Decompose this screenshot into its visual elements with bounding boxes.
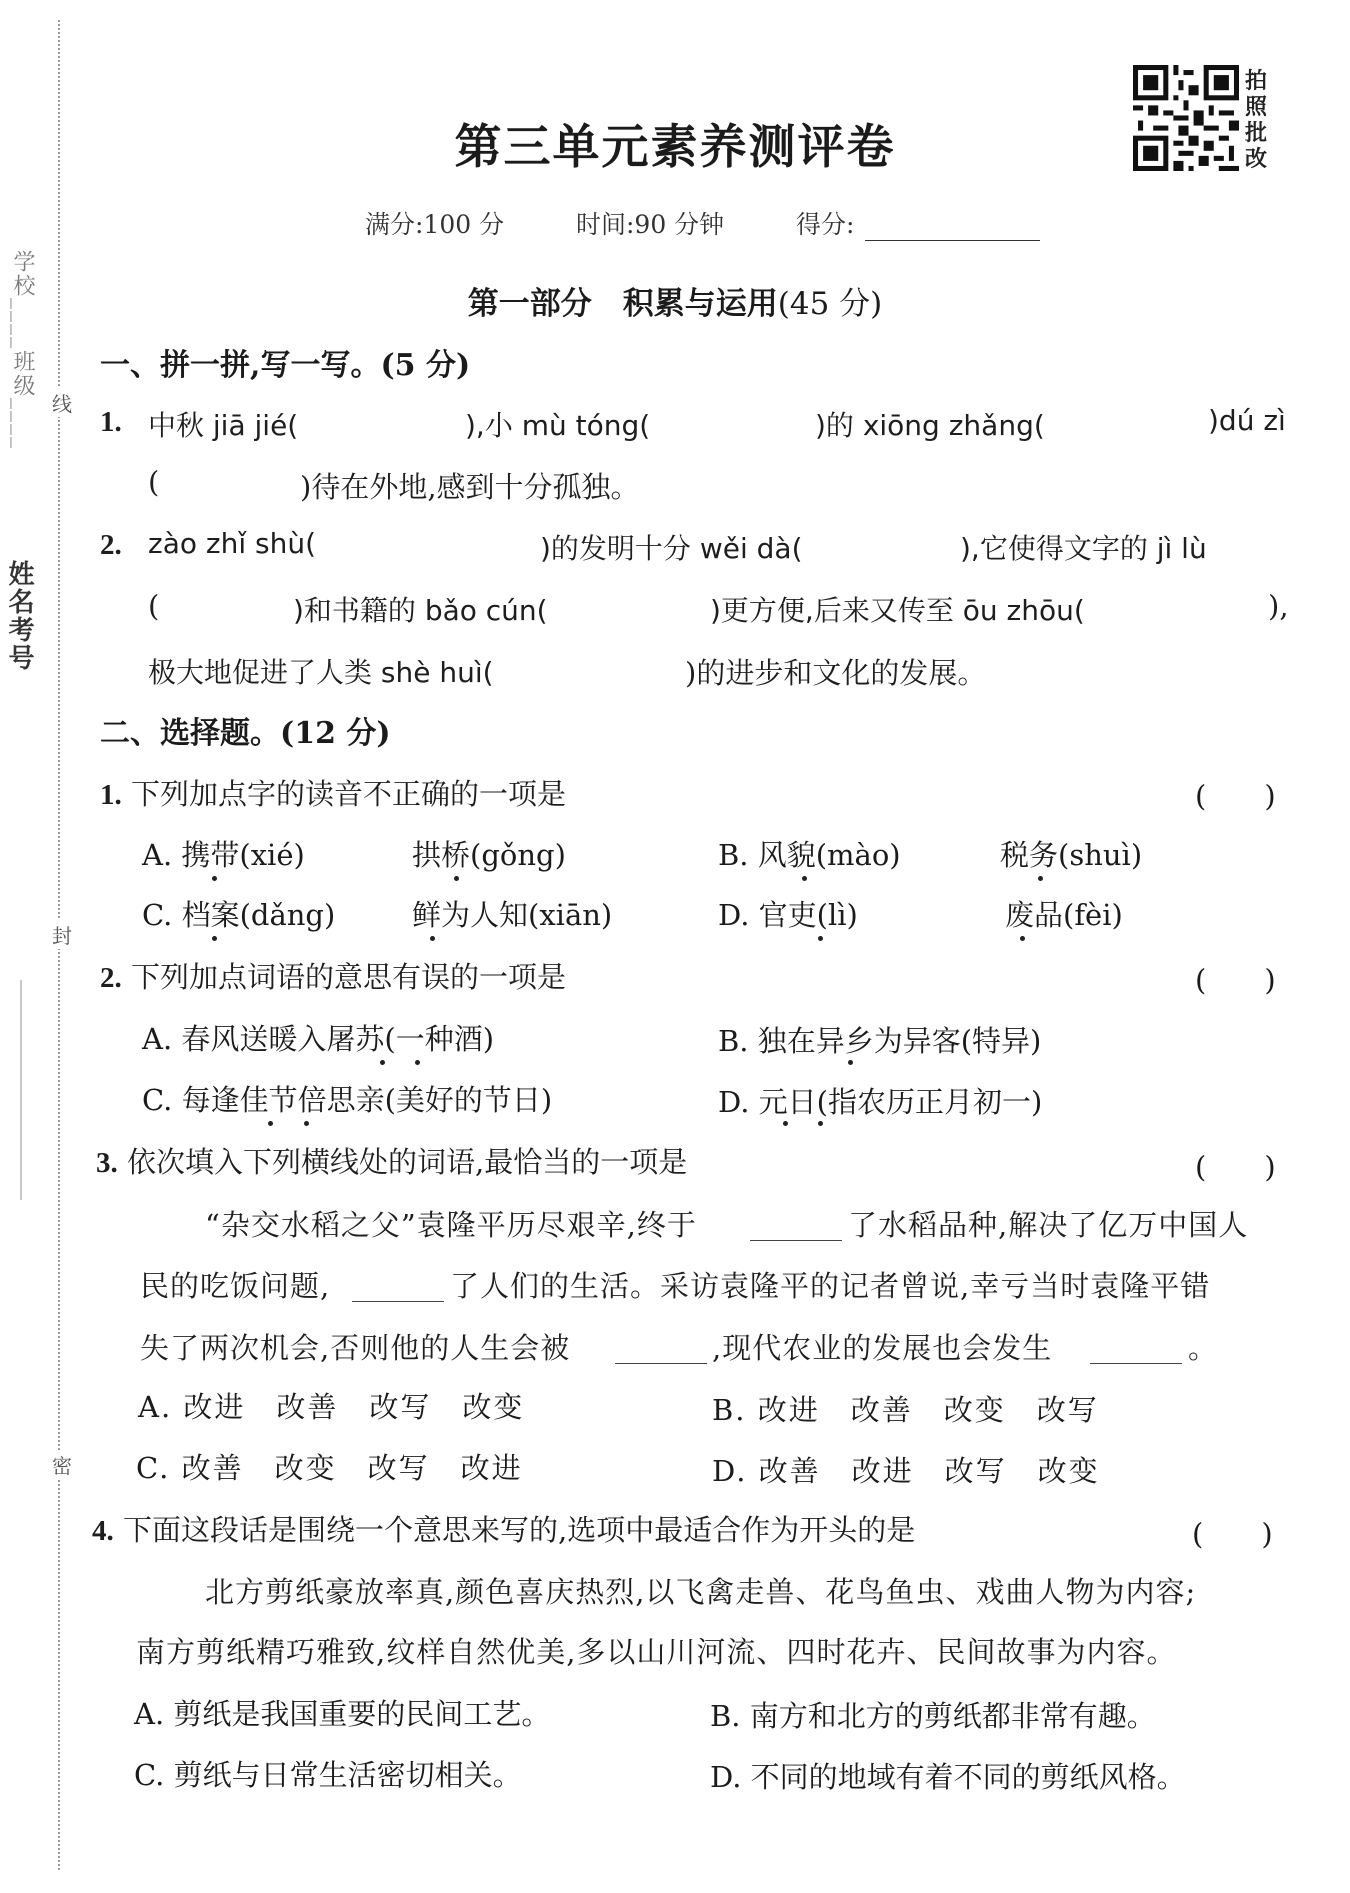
emphasis-dot <box>380 1060 385 1065</box>
s1-q2-l1a: zào zhǐ shù( <box>148 527 317 560</box>
fill-blank[interactable] <box>352 1301 444 1302</box>
s1-q2-l3b: )的进步和文化的发展。 <box>685 656 987 690</box>
score-blank[interactable] <box>865 240 1040 241</box>
qr-label: 拍照批改 <box>1245 68 1268 172</box>
question-number: 1. <box>100 779 122 811</box>
s2-q3-stem-text: 依次填入下列横线处的词语,最恰当的一项是 <box>126 1145 688 1179</box>
binding-name-id-label: 姓名考号 <box>4 560 34 672</box>
question-number: 1. <box>100 406 122 438</box>
s2-q3-option-d[interactable]: D. 改善 改进 改写 改变 <box>712 1454 1100 1488</box>
fill-blank[interactable] <box>1090 1363 1182 1364</box>
s2-q3-p1b: 了水稻品种,解决了亿万中国人 <box>848 1208 1249 1242</box>
emphasis-dot <box>1020 936 1025 941</box>
question-number: 2. <box>100 529 122 561</box>
s2-q4-passage-line2: 南方剪纸精巧雅致,纹样自然优美,多以山川河流、四时花卉、民间故事为内容。 <box>136 1635 1177 1669</box>
s1-q2-l1b: )的发明十分 wěi dà( <box>540 532 803 565</box>
emphasis-dot <box>212 876 217 881</box>
s1-q1-l1a: 中秋 jiā jié( <box>148 409 299 442</box>
s1-q2-number <box>100 527 122 562</box>
s2-q3-option-a[interactable]: A. 改进 改善 改写 改变 <box>138 1390 525 1424</box>
s2-q2-option-c[interactable]: C. 每逢佳节倍思亲(美好的节日) <box>142 1083 553 1117</box>
fill-blank[interactable] <box>750 1240 842 1241</box>
question-number: 2. <box>100 962 122 994</box>
s2-q1-stem-text: 下列加点字的读音不正确的一项是 <box>130 777 566 811</box>
s2-q1-option-b2: 税务(shuì) <box>1000 838 1143 872</box>
binding-solid-line <box>20 980 22 1200</box>
fill-blank[interactable] <box>615 1363 707 1364</box>
emphasis-dot <box>212 936 217 941</box>
question-number: 3. <box>96 1147 118 1179</box>
binding-char-xian: 线 <box>52 388 66 417</box>
s2-q1-option-c[interactable]: C. 档案(dǎng) <box>142 898 336 932</box>
s2-q1-option-a[interactable]: A. 携带(xié) <box>142 838 305 872</box>
binding-char-feng: 封 <box>52 920 66 949</box>
s2-q4-stem <box>92 1508 915 1549</box>
s2-q4-stem-text: 下面这段话是围绕一个意思来写的,选项中最适合作为开头的是 <box>122 1513 916 1547</box>
s2-q2-option-a[interactable]: A. 春风送暖入屠苏(一种酒) <box>142 1022 495 1056</box>
s2-q2-stem-text: 下列加点词语的意思有误的一项是 <box>130 960 566 994</box>
emphasis-dot <box>304 1121 309 1126</box>
emphasis-dot <box>415 1060 420 1065</box>
s2-q4-answer-paren[interactable]: ( ) <box>1192 1517 1273 1551</box>
s2-q3-answer-paren[interactable]: ( ) <box>1195 1150 1276 1184</box>
s1-q1-line1 <box>100 404 122 439</box>
s2-q3-p1a: “杂交水稻之父”袁隆平历尽艰辛,终于 <box>205 1208 697 1242</box>
emphasis-dot <box>802 876 807 881</box>
s2-q2-option-d[interactable]: D. 元日(指农历正月初一) <box>718 1085 1043 1119</box>
s1-q1-l1d: )dú zì <box>1208 404 1286 437</box>
s1-q2-l2b: )和书籍的 bǎo cún( <box>293 594 548 627</box>
s2-q1-stem <box>100 772 566 813</box>
emphasis-dot <box>430 936 435 941</box>
emphasis-dot <box>268 1121 273 1126</box>
s2-q2-option-b[interactable]: B. 独在异乡为异客(特异) <box>718 1024 1042 1058</box>
s2-q2-stem <box>100 955 566 996</box>
s1-q1-l2a: ( <box>148 465 160 499</box>
exam-time: 时间:90 分钟 <box>576 210 725 239</box>
emphasis-dot <box>454 876 459 881</box>
s2-q3-p3a: 失了两次机会,否则他的人生会被 <box>140 1331 571 1365</box>
binding-school-class-label: 学校____班级____ <box>10 250 35 450</box>
s2-q4-option-c[interactable]: C. 剪纸与日常生活密切相关。 <box>134 1758 522 1792</box>
s2-q3-p3b: ,现代农业的发展也会发生 <box>712 1331 1053 1365</box>
question-number: 4. <box>92 1515 114 1547</box>
s2-q3-p2b: 了人们的生活。采访袁隆平的记者曾说,幸亏当时袁隆平错 <box>450 1269 1211 1303</box>
s2-q1-option-d[interactable]: D. 官吏(lì) <box>718 898 858 932</box>
s2-q1-option-b[interactable]: B. 风貌(mào) <box>718 838 901 872</box>
s1-q2-l2d: ), <box>1268 589 1289 623</box>
s2-q4-option-d[interactable]: D. 不同的地域有着不同的剪纸风格。 <box>710 1760 1186 1794</box>
s2-q1-option-a2: 拱桥(gǒng) <box>412 838 566 872</box>
section2-heading: 二、选择题。(12 分) <box>100 716 391 751</box>
emphasis-dot <box>818 936 823 941</box>
s2-q3-option-b[interactable]: B. 改进 改善 改变 改写 <box>712 1393 1099 1427</box>
part1-points: (45 分) <box>777 286 883 322</box>
s2-q1-option-d2: 废品(fèi) <box>1005 898 1123 932</box>
s1-q1-l2b: )待在外地,感到十分孤独。 <box>300 470 640 504</box>
emphasis-dot <box>1038 876 1043 881</box>
s1-q1-l1c: )的 xiōng zhǎng( <box>815 409 1045 442</box>
binding-char-mi: 密 <box>52 1450 66 1479</box>
s1-q1-l1b: ),小 mù tóng( <box>465 409 651 442</box>
s2-q3-p3c: 。 <box>1188 1331 1218 1365</box>
score-label: 得分: <box>796 210 855 239</box>
s2-q4-passage-line1: 北方剪纸豪放率真,颜色喜庆热烈,以飞禽走兽、花鸟鱼虫、戏曲人物为内容; <box>205 1575 1197 1609</box>
s2-q4-option-a[interactable]: A. 剪纸是我国重要的民间工艺。 <box>134 1697 551 1731</box>
full-score: 满分:100 分 <box>365 210 505 239</box>
exam-title: 第三单元素养测评卷 <box>454 120 896 175</box>
s1-q2-l3a: 极大地促进了人类 shè huì( <box>148 656 494 689</box>
s1-q2-l1c: ),它使得文字的 jì lù <box>960 532 1207 565</box>
part1-title <box>0 278 1350 323</box>
s2-q4-option-b[interactable]: B. 南方和北方的剪纸都非常有趣。 <box>710 1699 1156 1733</box>
s2-q3-option-c[interactable]: C. 改善 改变 改写 改进 <box>136 1451 523 1485</box>
s2-q1-option-c2: 鲜为人知(xiān) <box>412 898 613 932</box>
s2-q3-stem <box>96 1140 687 1181</box>
emphasis-dot <box>848 1060 853 1065</box>
s1-q2-l2c: )更方便,后来又传至 ōu zhōu( <box>710 594 1085 627</box>
section1-heading: 一、拼一拼,写一写。(5 分) <box>100 348 471 383</box>
s2-q2-answer-paren[interactable]: ( ) <box>1195 963 1276 997</box>
part1-title-text: 第一部分 积累与运用 <box>467 286 778 322</box>
s2-q1-answer-paren[interactable]: ( ) <box>1195 779 1276 813</box>
qr-code-icon[interactable] <box>1133 65 1239 171</box>
s2-q3-p2a: 民的吃饭问题, <box>140 1269 331 1303</box>
s1-q2-l2a: ( <box>148 589 160 623</box>
emphasis-dot <box>818 1121 823 1126</box>
emphasis-dot <box>783 1121 788 1126</box>
